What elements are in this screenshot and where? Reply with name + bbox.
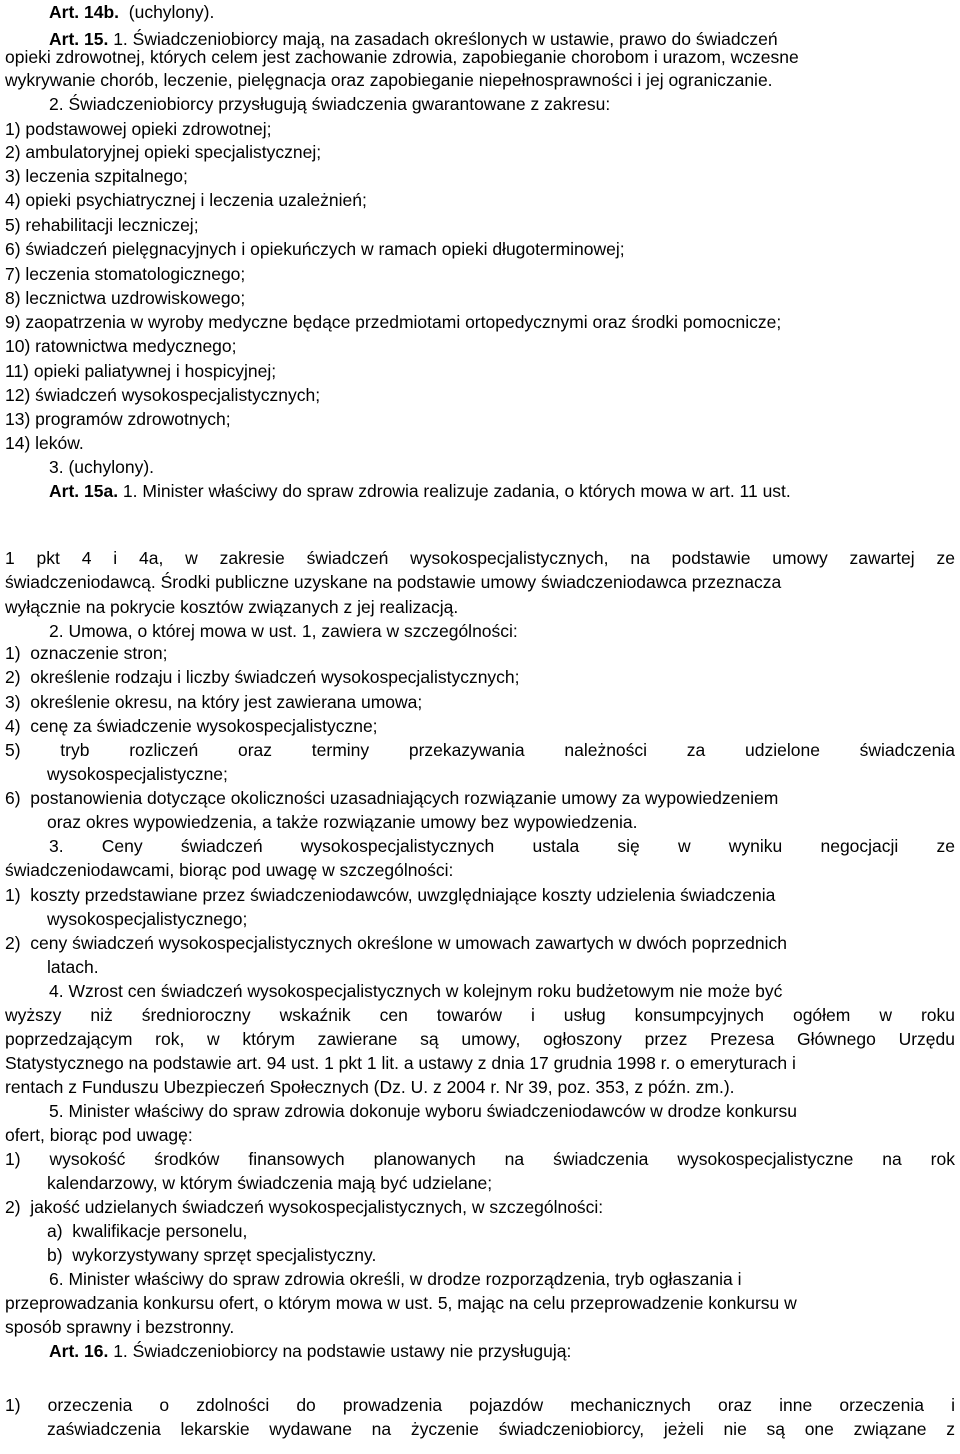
text-line: [49, 979, 782, 1003]
text-run: 1) koszty przedstawiane przez świadczeniodawców, uwzględniające koszty udzielenia świadczenia: [5, 885, 776, 905]
text-line: [5, 334, 237, 358]
text-line: [5, 164, 188, 188]
text-run: b) wykorzystywany sprzęt specjalistyczny.: [47, 1245, 377, 1265]
text-line: [49, 0, 214, 24]
text-run: 2) określenie rodzaju i liczby świadczeń wysokospecjalistycznych;: [5, 667, 520, 687]
text-run: 14) leków.: [5, 433, 84, 453]
text-run: a) kwalifikacje personelu,: [47, 1221, 248, 1241]
text-run: przeprowadzania konkursu ofert, o którym mowa w ust. 5, mając na celu przeprowadzenie konkursu w: [5, 1293, 797, 1313]
text-line: [5, 883, 775, 907]
text-run: wysokospecjalistyczne;: [47, 764, 228, 784]
text-run: 2) ceny świadczeń wysokospecjalistycznych określone w umowach zawartych w dwóch poprzednich: [5, 933, 788, 953]
text-line: [5, 1027, 955, 1051]
text-line: [47, 1219, 247, 1243]
article-heading: Art. 16.: [49, 1341, 109, 1361]
text-run: 7) leczenia stomatologicznego;: [5, 264, 246, 284]
text-line: [5, 931, 787, 955]
text-line: [5, 1315, 234, 1339]
text-run: 12) świadczeń wysokospecjalistycznych;: [5, 385, 321, 405]
text-run: 2) ambulatoryjnej opieki specjalistycznej;: [5, 142, 322, 162]
text-run: 11) opieki paliatywnej i hospicyjnej;: [5, 361, 277, 381]
text-line: [5, 1147, 955, 1171]
text-line: [5, 595, 458, 619]
text-line: [5, 546, 955, 570]
text-run: 10) ratownictwa medycznego;: [5, 336, 237, 356]
text-run: 2. Umowa, o której mowa w ust. 1, zawiera w szczególności:: [49, 621, 518, 641]
text-line: [49, 1099, 797, 1123]
text-run: 4) cenę za świadczenie wysokospecjalistyczne;: [5, 716, 378, 736]
text-run: 1 pkt 4 i 4a, w zakresie świadczeń wysokospecjalistycznych, na podstawie umowy zawartej ze: [5, 548, 955, 568]
text-run: zaświadczenia lekarskie wydawane na życzenie świadczeniobiorcy, jeżeli nie są one związane z: [47, 1419, 955, 1439]
text-run: wyłącznie na pokrycie kosztów związanych z jej realizacją.: [5, 597, 459, 617]
text-run: 4) opieki psychiatrycznej i leczenia uzależnień;: [5, 190, 367, 210]
text-line: [5, 570, 781, 594]
text-run: 3) określenie okresu, na który jest zawierana umowa;: [5, 692, 423, 712]
text-run: kalendarzowy, w którym świadczenia mają być udzielane;: [47, 1173, 493, 1193]
text-run: 1) wysokość środków finansowych planowanych na świadczenia wysokospecjalistyczne na rok: [5, 1149, 955, 1169]
text-line: [5, 1291, 797, 1315]
text-line: [5, 714, 378, 738]
text-line: [47, 1417, 955, 1441]
text-line: [5, 407, 231, 431]
text-run: Statystycznego na podstawie art. 94 ust. 1 pkt 1 lit. a ustawy z dnia 17 grudnia 1998 r. o emeryturach i: [5, 1053, 796, 1073]
article-heading: Art. 15a.: [49, 481, 119, 501]
text-line: [5, 1123, 193, 1147]
text-line: [5, 786, 778, 810]
text-line: [5, 431, 84, 455]
text-line: [5, 237, 625, 261]
article-heading: Art. 14b.: [49, 2, 120, 22]
text-line: [47, 762, 228, 786]
text-run: 1) orzeczenia o zdolności do prowadzenia pojazdów mechanicznych oraz inne orzeczenia i: [5, 1395, 955, 1415]
text-line: [5, 383, 320, 407]
text-line: [47, 1243, 376, 1267]
text-run: 2) jakość udzielanych świadczeń wysokospecjalistycznych, w szczególności:: [5, 1197, 604, 1217]
text-line: [5, 286, 245, 310]
text-line: [5, 1195, 603, 1219]
text-run: wykrywanie chorób, leczenie, pielęgnacja oraz zapobieganie niepełnosprawności i jej ograniczanie.: [5, 70, 773, 90]
text-run: 6. Minister właściwy do spraw zdrowia określi, w drodze rozporządzenia, tryb ogłaszania i: [49, 1269, 742, 1289]
text-line: [49, 455, 154, 479]
text-run: 3. (uchylony).: [49, 457, 155, 477]
text-run: wyższy niż średnioroczny wskaźnik cen towarów i usług konsumpcyjnych ogółem w roku: [5, 1005, 955, 1025]
text-run: 5) rehabilitacji leczniczej;: [5, 215, 199, 235]
text-line: [5, 117, 272, 141]
text-run: 1. Minister właściwy do spraw zdrowia realizuje zadania, o których mowa w art. 11 ust.: [118, 481, 791, 501]
text-line: [49, 834, 955, 858]
text-run: 6) świadczeń pielęgnacyjnych i opiekuńczych w ramach opieki długoterminowej;: [5, 239, 625, 259]
text-run: świadczeniodawcą. Środki publiczne uzyskane na podstawie umowy świadczeniodawca przeznacza: [5, 572, 782, 592]
text-run: ofert, biorąc pod uwagę:: [5, 1125, 193, 1145]
text-line: [47, 907, 247, 931]
text-line: [49, 619, 518, 643]
text-run: 3) leczenia szpitalnego;: [5, 166, 188, 186]
text-line: [5, 665, 520, 689]
text-line: [5, 213, 199, 237]
text-run: 1. Świadczeniobiorcy mają, na zasadach określonych w ustawie, prawo do świadczeń: [108, 29, 778, 49]
text-line: [5, 690, 422, 714]
text-line: [47, 1171, 492, 1195]
text-line: [5, 1003, 955, 1027]
text-run: rentach z Funduszu Ubezpieczeń Społecznych (Dz. U. z 2004 r. Nr 39, poz. 353, z późn. zm.).: [5, 1077, 735, 1097]
text-run: 9) zaopatrzenia w wyroby medyczne będące przedmiotami ortopedycznymi oraz środki pomocnicze;: [5, 312, 782, 332]
text-line: [5, 140, 321, 164]
article-heading: Art. 15.: [49, 29, 109, 49]
text-line: [5, 1393, 955, 1417]
text-run: 3. Ceny świadczeń wysokospecjalistycznych ustala się w wyniku negocjacji ze: [49, 836, 955, 856]
text-run: 2. Świadczeniobiorcy przysługują świadczenia gwarantowane z zakresu:: [49, 94, 611, 114]
text-line: [5, 68, 773, 92]
text-line: [5, 359, 276, 383]
text-line: [47, 810, 637, 834]
text-line: [5, 1075, 735, 1099]
text-line: [5, 310, 781, 334]
text-run: 5) tryb rozliczeń oraz terminy przekazywania należności za udzielone świadczenia: [5, 740, 955, 760]
text-run: poprzedzającym rok, w którym zawierane są umowy, ogłoszony przez Prezesa Głównego Urzędu: [5, 1029, 955, 1049]
text-line: [5, 1051, 796, 1075]
text-line: [49, 1339, 571, 1363]
text-line: [5, 188, 367, 212]
text-line: [47, 955, 99, 979]
text-run: 1) oznaczenie stron;: [5, 643, 168, 663]
text-run: 5. Minister właściwy do spraw zdrowia dokonuje wyboru świadczeniodawców w drodze konkursu: [49, 1101, 797, 1121]
text-run: oraz okres wypowiedzenia, a także rozwiązanie umowy bez wypowiedzenia.: [47, 812, 638, 832]
text-run: 1. Świadczeniobiorcy na podstawie ustawy nie przysługują:: [108, 1341, 572, 1361]
text-run: 6) postanowienia dotyczące okoliczności uzasadniających rozwiązanie umowy za wypowiedzeniem: [5, 788, 779, 808]
text-run: opieki zdrowotnej, których celem jest zachowanie zdrowia, zapobieganie chorobom i urazom, wczesne: [5, 47, 799, 67]
text-line: [49, 92, 610, 116]
text-run: sposób sprawny i bezstronny.: [5, 1317, 235, 1337]
text-line: [5, 45, 799, 69]
text-run: 4. Wzrost cen świadczeń wysokospecjalistycznych w kolejnym roku budżetowym nie może być: [49, 981, 783, 1001]
text-run: (uchylony).: [119, 2, 215, 22]
text-line: [5, 858, 453, 882]
text-line: [5, 641, 167, 665]
text-run: wysokospecjalistycznego;: [47, 909, 248, 929]
text-line: [5, 738, 955, 762]
text-run: latach.: [47, 957, 99, 977]
text-run: 1) podstawowej opieki zdrowotnej;: [5, 119, 272, 139]
text-line: [49, 479, 791, 503]
text-run: 8) lecznictwa uzdrowiskowego;: [5, 288, 246, 308]
text-run: świadczeniodawcami, biorąc pod uwagę w szczególności:: [5, 860, 454, 880]
text-line: [49, 1267, 742, 1291]
text-line: [5, 262, 245, 286]
text-run: 13) programów zdrowotnych;: [5, 409, 231, 429]
